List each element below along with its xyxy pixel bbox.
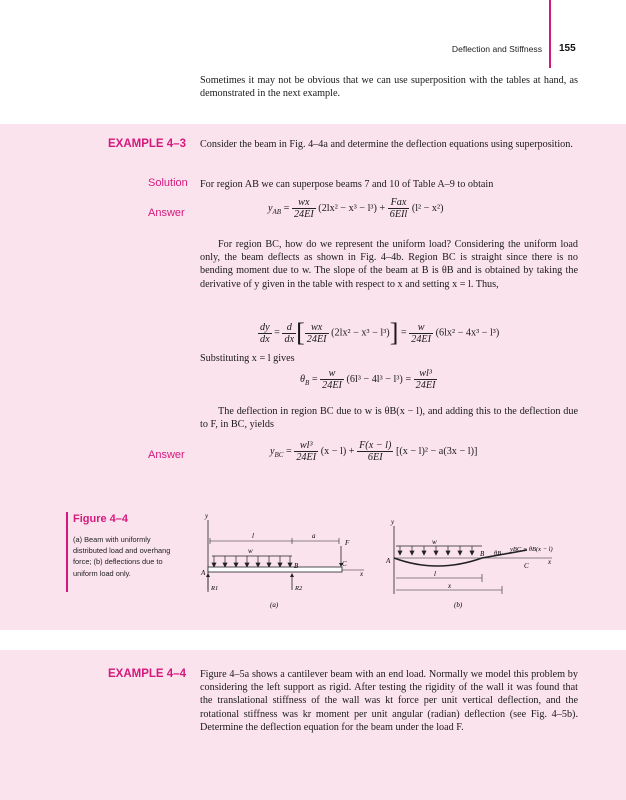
equation-y-bc: $y_{BC}$ = $\frac{\text{wl³}}{24EI}$ (x − l) + $\frac{F(x - l)}{6EI}$ [(x − l)² − a(3x − l)]	[270, 440, 478, 463]
fig-a-x-label: x	[360, 570, 364, 578]
paragraph-deflection-bc: The deflection in region BC due to w is θB(x − l), and adding this to the deflection due to F, in BC, yields	[200, 406, 578, 431]
intro-paragraph: Sometimes it may not be obvious that we can use superposition with the tables at hand, as demonstrated in the next example.	[200, 75, 578, 100]
figure-4-4a	[196, 508, 366, 612]
fig-b-x-label: x	[548, 558, 552, 566]
fig-a-w-label: w	[248, 547, 253, 555]
fig-b-l-label: l	[434, 570, 436, 578]
paragraph-region-bc: For region BC, how do we represent the uniform load? Considering the uniform load only, the beam deflects as shown in Fig. 4–4b. Region BC is straight since there is no bending moment due to w. The slope of the beam at B is θB and is obtained by taking the derivative of y given in the table with respect to x and setting x = l. Thus,	[200, 239, 578, 290]
fig-a-A-label: A	[201, 569, 206, 577]
fig-a-y-label: y	[205, 512, 209, 520]
equation-y-ab: $y_{AB}$ = $\frac{wx}{24EI}$ (2lx² − x³ − l³) + $\frac{\text{Fax}}{\text{6EIl}}$ (l² − x²)	[268, 197, 444, 220]
header-rule	[549, 0, 551, 68]
figure-4-4-title: Figure 4–4	[73, 513, 129, 525]
example-4-3-label: EXAMPLE 4–3	[108, 138, 186, 150]
example-4-3-statement: Consider the beam in Fig. 4–4a and determine the deflection equations using superposition.	[200, 139, 573, 150]
fig-b-load-arrows	[398, 546, 474, 555]
solution-label: Solution	[148, 177, 188, 189]
running-head: Deflection and Stiffness	[451, 44, 542, 54]
fig-b-theta-label: θB	[494, 550, 502, 557]
fig-b-A-label: A	[386, 557, 391, 565]
solution-text: For region AB we can superpose beams 7 and 10 of Table A–9 to obtain	[200, 179, 494, 190]
answer-label-2: Answer	[148, 449, 185, 461]
fig-a-F-label: F	[345, 539, 350, 547]
fig-b-B-label: B	[480, 550, 485, 558]
figure-accent-bar	[66, 512, 68, 592]
fig-b-C-label: C	[524, 562, 529, 570]
fig-b-w-label: w	[432, 538, 437, 546]
page-number: 155	[559, 43, 576, 54]
equation-theta-b: $\theta_B$ = $\frac{w}{24EI}$ (6l³ − 4l³ − l³) = $\frac{\text{wl³}}{24EI}$	[300, 368, 436, 391]
fig-b-x-dimension-label: x	[448, 582, 452, 590]
fig-a-sublabel: (a)	[270, 601, 279, 609]
equation-dy-dx: $\frac{dy}{dx}$ = $\frac{d}{dx}$ [ $\frac{wx}{24EI}$ (2lx² − x³ − l³)] = $\frac{w}{24EI}$ (6lx² − 4x³ − l³)	[260, 318, 500, 347]
fig-a-B-label: B	[294, 562, 299, 570]
figure-4-4-caption: (a) Beam with uniformly distributed load and overhang force; (b) deflections due to uniform load only.	[73, 535, 171, 578]
answer-label-1: Answer	[148, 207, 185, 219]
fig-a-a-label: a	[312, 532, 316, 540]
substituting-text: Substituting x = l gives	[200, 353, 295, 364]
fig-b-y-label: y	[391, 518, 395, 526]
fig-a-R1-label: R1	[211, 585, 219, 592]
fig-a-l-label: l	[252, 532, 254, 540]
fig-a-beam	[208, 567, 342, 572]
figure-4-4b	[382, 516, 562, 612]
fig-a-R2-label: R2	[295, 585, 303, 592]
example-4-4-text: Figure 4–5a shows a cantilever beam with an end load. Normally we model this problem by considering the left support as rigid. After testing the rigidity of the wall it was found that the translational stiffness of the wall was kt force per unit vertical deflection, and the rotational stiffness was kr moment per unit angular (radian) deflection (see Fig. 4–5b). Determine the deflection equation for the beam under the load F.	[200, 669, 578, 733]
fig-a-load-arrows	[212, 556, 292, 567]
fig-a-C-label: C	[342, 560, 347, 568]
example-4-4-label: EXAMPLE 4–4	[108, 668, 186, 680]
fig-b-ybc-label: yBC = θB(x − l)	[510, 546, 553, 553]
fig-b-sublabel: (b)	[454, 601, 463, 609]
